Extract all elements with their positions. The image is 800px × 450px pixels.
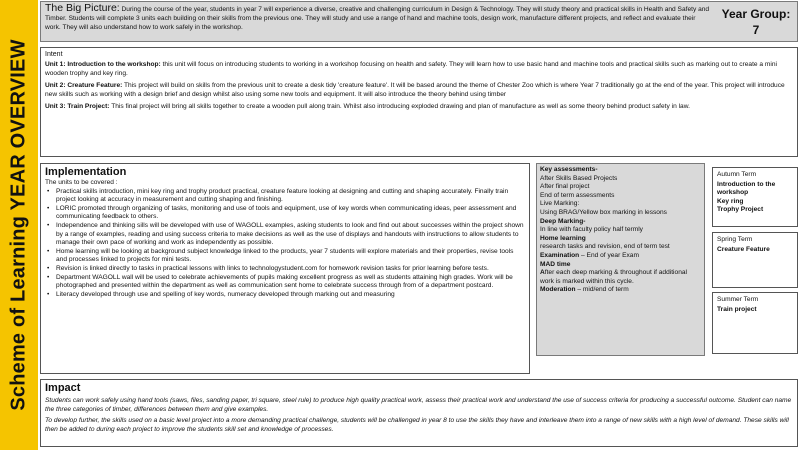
intent-panel bbox=[40, 47, 798, 157]
impact-paragraph-2: To develop further, the skills used on a basic level project into a more demanding practical challenge, students will be challenged in year 8 to use the skills they have and interleave them into a range of new skills with a high level of demand. These skills will then be added to during each project to improve the students skill set and knowledge of processes. bbox=[45, 417, 789, 433]
intent-unit-2 bbox=[45, 81, 793, 99]
implementation-list bbox=[45, 188, 525, 300]
assessment-line: After final project bbox=[540, 183, 590, 191]
home-learning-heading: Home learning bbox=[540, 234, 586, 242]
year-group-label: Year Group: bbox=[721, 7, 791, 21]
home-learning-text: research tasks and revision, end of term test bbox=[540, 243, 670, 251]
autumn-term-content bbox=[717, 181, 793, 215]
impact-title: Impact bbox=[45, 382, 81, 394]
spring-term-box bbox=[712, 232, 798, 288]
unit-1-text: this unit will focus on introducing students to working in a workshop focusing on health and safety. They will learn how to use basic hand and machine tools and practical skills such as marking out to create a mini wooden trophy and key ring. bbox=[45, 61, 777, 77]
intent-label: Intent bbox=[45, 51, 63, 58]
list-item: • Revision is linked directly to tasks in practical lessons with links to technologystudent.com for homework revision tasks for prior learning before tests. bbox=[45, 265, 525, 274]
term-content-line: Creature Feature bbox=[717, 245, 770, 253]
term-content-line: Trophy Project bbox=[717, 206, 764, 214]
big-picture-heading: The Big Picture: bbox=[45, 2, 120, 14]
assessment-line: Live Marking: bbox=[540, 200, 580, 208]
year-group-value: 7 bbox=[752, 23, 760, 37]
unit-2-title: Unit 2: Creature Feature: bbox=[45, 82, 123, 89]
implementation-intro: The units to be covered : bbox=[45, 179, 118, 186]
sidebar-banner bbox=[0, 0, 38, 450]
list-item: • Independence and thinking sills will be developed with use of WAGOLL examples, asking students to look and find out about successes within the project shown by a range of examples, reading and using success criteria to make decisions as well as the use of displays and handouts with instructions to allow students to manage their own pace of working and work as independently as possible. bbox=[45, 222, 525, 248]
assessment-line: After Skills Based Projects bbox=[540, 174, 618, 182]
unit-1-title: Unit 1: Introduction to the workshop: bbox=[45, 61, 161, 68]
list-item: • LORIC promoted through organizing of tasks, monitoring and use of tools and equipment, use of key words when communicating ideas, peer assessment and communicating feedback to others. bbox=[45, 205, 525, 222]
mad-heading: MAD time bbox=[540, 260, 571, 268]
autumn-term-name: Autumn Term bbox=[717, 171, 757, 178]
summer-term-name: Summer Term bbox=[717, 296, 759, 303]
assessments-panel bbox=[536, 163, 705, 356]
list-item: • Department WAGOLL wall will be used to celebrate achievements of pupils making excellent progress as well as students attaining high grades. Work will be photographed and presented within the department as well as communication sent home to celebrate success through from of a department postcard. bbox=[45, 274, 525, 291]
big-picture-panel bbox=[40, 1, 798, 42]
mad-text: After each deep marking & throughout if additional work is marked within this cycle. bbox=[540, 269, 687, 285]
term-content-line: Key ring bbox=[717, 197, 744, 205]
examination-line: Examination – End of year Exam bbox=[540, 251, 639, 259]
assessments-heading: Key assessments- bbox=[540, 166, 598, 173]
unit-2-text: This project will build on skills from the previous unit to create a desk tidy 'creature feature'. It will be based around the theme of Chester Zoo which is where Year 7 traditionally go at the end of the year. This project will introduce new skills such as working with a design brief and design whilst also using some new tools and equipment. It will also introduce the theory behind using timber bbox=[45, 82, 785, 98]
assessment-line: Using BRAG/Yellow box marking in lessons bbox=[540, 208, 667, 216]
moderation-line: Moderation – mid/end of term bbox=[540, 286, 629, 294]
big-picture-text-block bbox=[45, 4, 713, 32]
impact-panel bbox=[40, 379, 798, 447]
assessment-line: End of term assessments bbox=[540, 191, 615, 199]
deep-marking-text: In line with faculty policy half termly bbox=[540, 226, 643, 234]
list-item: • Practical skills introduction, mini key ring and trophy product practical, creature feature looking at designing and cutting and shaping accurately. Finally train project looking at accuracy in measurement and cutting shaping and finishing. bbox=[45, 188, 525, 205]
term-content-line: Train project bbox=[717, 305, 757, 313]
term-content-line: Introduction to the workshop bbox=[717, 180, 776, 197]
intent-unit-3 bbox=[45, 102, 793, 111]
implementation-title: Implementation bbox=[45, 166, 127, 178]
unit-3-title: Unit 3: Train Project: bbox=[45, 103, 110, 110]
spring-term-name: Spring Term bbox=[717, 236, 753, 243]
list-item: • Home learning will be looking at background subject knowledge linked to the products, year 7 students will explore materials and their properties, revise tools and processes linked to projects for mini tests. bbox=[45, 248, 525, 265]
list-item: • Literacy developed through use and spelling of key words, numeracy developed through marking out and measuring bbox=[45, 291, 525, 300]
impact-paragraph-1: Students can work safely using hand tools (saws, files, sanding paper, tri square, steel rule) to produce high quality practical work, assess their practical work and understand the use of success criteria for producing a successful outcome. Student can name the three categories of timber, differences between them and give examples. bbox=[45, 397, 792, 413]
summer-term-box bbox=[712, 292, 798, 354]
unit-3-text: This final project will bring all skills together to create a wooden pull along train. Whilst also introducing exploded drawing and plan of manufacture as well as some theory behind product safety in law. bbox=[109, 103, 690, 110]
autumn-term-box bbox=[712, 167, 798, 227]
implementation-panel bbox=[40, 163, 530, 374]
intent-unit-1 bbox=[45, 60, 793, 78]
deep-marking-heading: Deep Marking- bbox=[540, 217, 586, 225]
big-picture-text: During the course of the year, students in year 7 will experience a diverse, creative and challenging curriculum in Design & Technology. They will study theory and practical skills in Health and Safety and Timber. Students will complete 3 units each building on their skills from the previous one. They will study and use a range of hand and machine tools, design work, manufacture different projects, and reflect and evaluate their work. They will also understand how to work safely in the workshop. bbox=[45, 6, 710, 31]
year-group bbox=[721, 6, 791, 38]
sidebar-title: Scheme of Learning YEAR OVERVIEW bbox=[7, 39, 30, 411]
